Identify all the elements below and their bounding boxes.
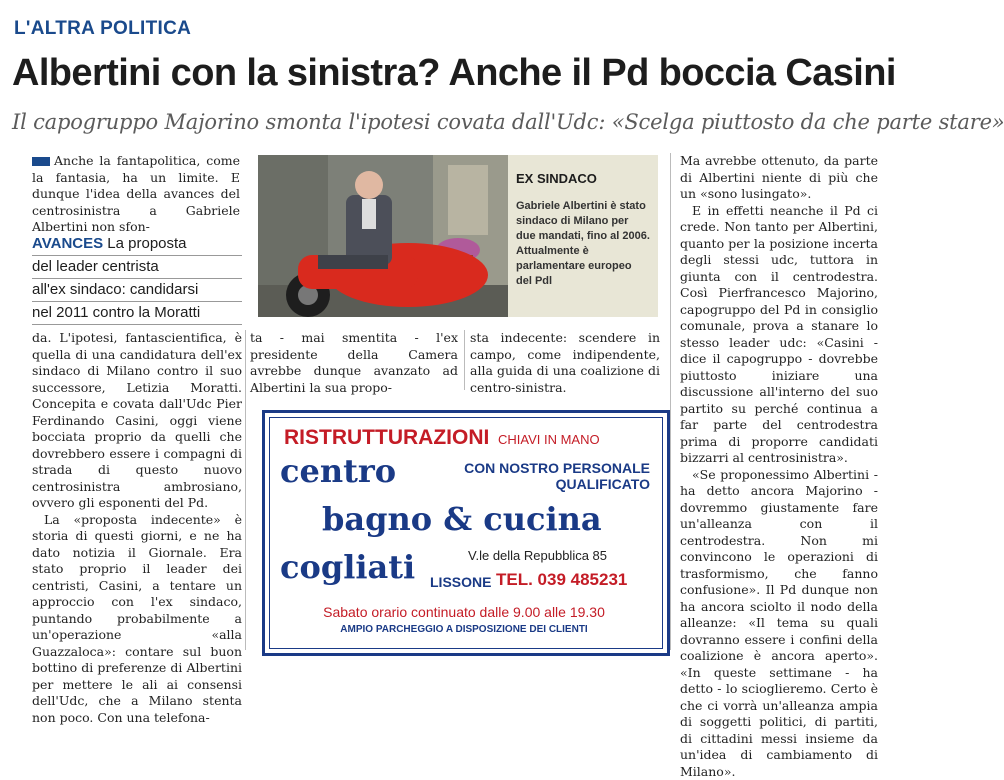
ad-word: cogliati	[280, 548, 415, 586]
caption-title: EX SINDACO	[516, 171, 597, 186]
subheadline: Il capogruppo Majorino smonta l'ipotesi covata dall'Udc: «Scelga piuttosto da che parte stare»	[12, 110, 882, 134]
article-column-1	[32, 330, 242, 726]
headline: Albertini con la sinistra? Anche il Pd boccia Casini	[12, 50, 882, 96]
article-column-2	[250, 330, 458, 396]
pull-quote-line: del leader centrista	[32, 256, 242, 279]
paragraph: Ma avrebbe ottenuto, da parte di Albertini niente di più che un «sono lusingato».	[680, 153, 878, 203]
paragraph: da. L'ipotesi, fantascientifica, è quella di una candidatura dell'ex sindaco di Milano contro il suo successore, Letizia Moratti. Concepita e covata dall'Udc Pier Ferdinando Casini, oggi viene bocciata proprio da quelli che dovrebbero essere i compagni di strada di questo nuovo centrosinistra ambrosiano, ovvero gli esponenti del Pd.	[32, 330, 242, 512]
ad-address: V.le della Repubblica 85	[468, 548, 607, 563]
pull-quote-line: La proposta	[107, 235, 186, 252]
photo-albertini	[258, 155, 508, 317]
ad-parking: AMPIO PARCHEGGIO A DISPOSIZIONE DEI CLIENTI	[278, 624, 650, 635]
lead-marker	[32, 157, 50, 166]
pull-quote-line: all'ex sindaco: candidarsi	[32, 279, 242, 302]
paragraph: sta indecente: scendere in campo, come indipendente, alla guida di una coalizione di centro-sinistra.	[470, 330, 660, 396]
column-divider	[464, 330, 465, 390]
column-divider	[245, 330, 246, 650]
advertisement	[262, 410, 670, 656]
paragraph: E in effetti neanche il Pd ci crede. Non tanto per Albertini, quanto per la posizione incerta degli stessi udc, tuttora in giunta con il centrodestra. Così Pierfrancesco Majorino, capogruppo del Pd in consiglio comunale, prova a stanare lo stesso leader udc: «Casini - dice il capogruppo - dovrebbe piuttosto iniziare una discussione all'interno del suo partito su perché continua a far parte del centrodestra prima di proporre candidati bizzarri al centrosinistra».	[680, 203, 878, 467]
paragraph: ta - mai smentita - l'ex presidente della Camera avrebbe dunque avanzato ad Albertini la sua propo-	[250, 330, 458, 396]
ad-staff	[430, 460, 650, 492]
ad-headline: RISTRUTTURAZIONI	[284, 426, 489, 450]
column-divider	[670, 153, 671, 650]
ad-staff-line: CON NOSTRO PERSONALE	[464, 460, 650, 476]
photo-illustration	[258, 155, 508, 317]
lead-text: Anche la fantapolitica, come la fantasia, ha un limite. E dunque l'idea della avances del centrosinistra a Gabriele Albertini non sfon-	[32, 153, 240, 234]
ad-hours: Sabato orario continuato dalle 9.00 alle 19.30	[278, 604, 650, 620]
pull-quote	[32, 233, 242, 325]
ad-word: bagno & cucina	[322, 500, 602, 538]
section-kicker: L'ALTRA POLITICA	[14, 18, 191, 40]
ad-staff-line: QUALIFICATO	[556, 476, 650, 492]
paragraph: «Se proponessimo Albertini - ha detto ancora Majorino - dovremmo giustamente fare un'alleanza con il centrodestra. Non mi convincono le operazioni di trasformismo, che fanno confusione». Il Pd dunque non ha ancora sciolto il nodo della alleanze: «Il tema su quali dovranno essere i confini della coalizione è ancora aperto». «In queste settimane - ha detto - lo scioglieremo. Certo è che ci vorrà un'alleanza ampia di soggetti politici, di partiti, di cittadini messi insieme da un'idea di cambiamento di Milano».	[680, 467, 878, 780]
pull-quote-label: AVANCES	[32, 235, 103, 252]
article-column-4	[680, 153, 878, 780]
paragraph: La «proposta indecente» è storia di questi giorni, e ne ha dato notizia il Giornale. Era stato proprio il leader dei centristi, Casini, a tentare un approccio con l'ex sindaco, puntando probabilmente a un'operazione «alla Guazzaloca»: contare sul buon bottino di preferenze di Albertini per mettere le ali ai consensi dell'Udc, che a Milano stenta non poco. Con una telefona-	[32, 512, 242, 727]
ad-city: LISSONE	[430, 574, 491, 590]
photo-caption	[508, 155, 658, 317]
ad-word: centro	[280, 452, 396, 490]
pull-quote-line: nel 2011 contro la Moratti	[32, 302, 242, 325]
article-lead	[32, 153, 240, 236]
ad-phone: TEL. 039 485231	[496, 570, 627, 590]
ad-subheadline: CHIAVI IN MANO	[498, 432, 600, 447]
article-column-3	[470, 330, 660, 396]
caption-body: Gabriele Albertini è stato sindaco di Milano per due mandati, fino al 2006. Attualmente è parlamentare europeo del Pdl	[516, 199, 650, 289]
